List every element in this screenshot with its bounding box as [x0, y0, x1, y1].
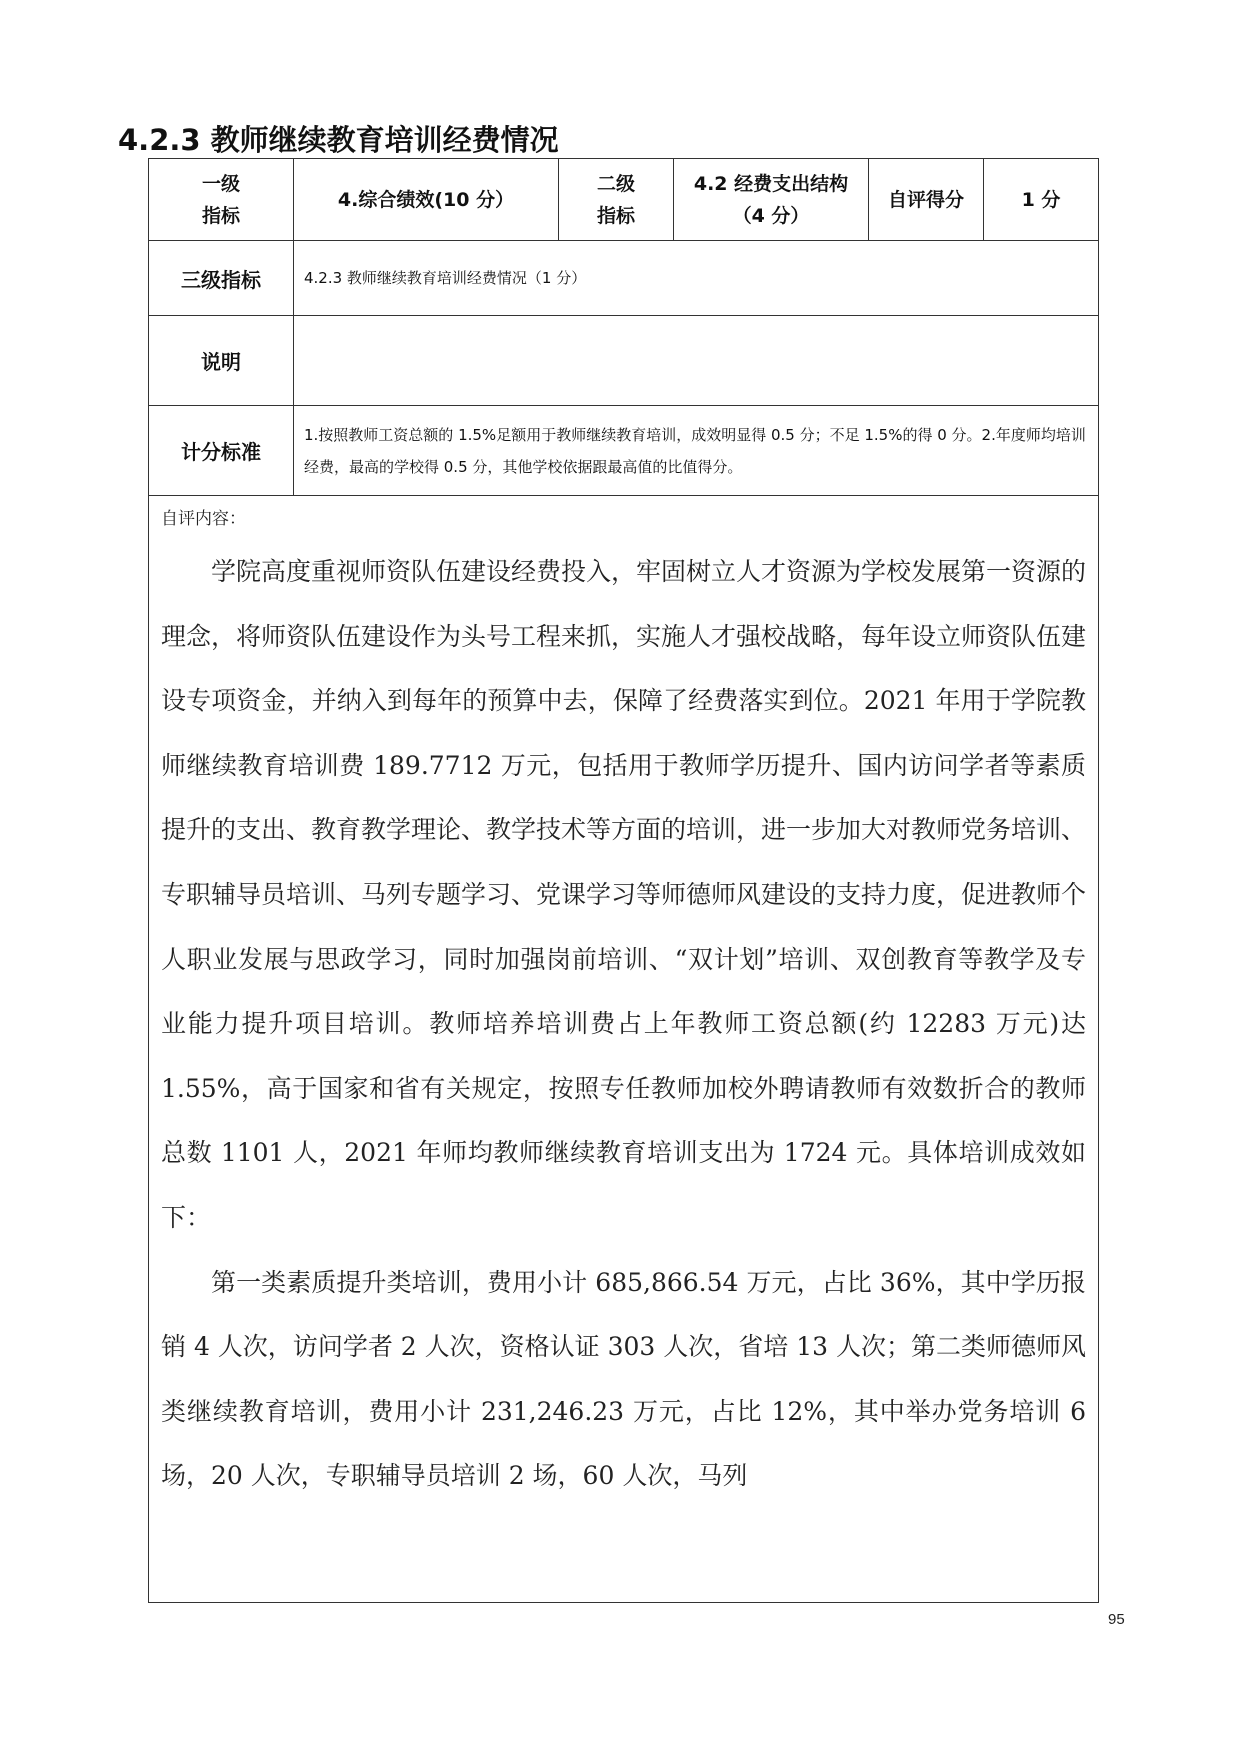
explain-row	[149, 316, 1099, 406]
criteria-label: 计分标准	[149, 406, 294, 496]
explain-value	[294, 316, 1099, 406]
level1-label-cell	[149, 159, 294, 241]
content-row	[149, 496, 1099, 1603]
content-paragraph: 第一类素质提升类培训，费用小计 685,866.54 万元，占比 36%，其中学历报销 4 人次，访问学者 2 人次，资格认证 303 人次，省培 13 人次；第二类师德师风类继续教育培训，费用小计 231,246.23 万元，占比 12%，其中举办党务培训 6 场，20 人次，专职辅导员培训 2 场，60 人次，马列	[161, 1267, 1086, 1491]
header-row	[149, 159, 1099, 241]
content-cell	[149, 496, 1099, 1603]
level2-label-cell	[559, 159, 674, 241]
section-title: 4.2.3 教师继续教育培训经费情况	[118, 123, 559, 157]
content-paragraph: 学院高度重视师资队伍建设经费投入，牢固树立人才资源为学校发展第一资源的理念，将师资队伍建设作为头号工程来抓，实施人才强校战略，每年设立师资队伍建设专项资金，并纳入到每年的预算中去，保障了经费落实到位。2021 年用于学院教师继续教育培训费 189.7712 万元，包括用于教师学历提升、国内访问学者等素质提升的支出、教育教学理论、教学技术等方面的培训，进一步加大对教师党务培训、专职辅导员培训、马列专题学习、党课学习等师德师风建设的支持力度，促进教师个人职业发展与思政学习，同时加强岗前培训、“双计划”培训、双创教育等教学及专业能力提升项目培训。教师培养培训费占上年教师工资总额(约 12283 万元)达 1.55%，高于国家和省有关规定，按照专任教师加校外聘请教师有效数折合的教师总数 1101 人，2021 年师均教师继续教育培训支出为 1724 元。具体培训成效如下：	[161, 557, 1087, 1232]
page-number: 95	[1108, 1611, 1125, 1628]
content-body	[149, 532, 1098, 1509]
level1-label-line2: 指标	[201, 204, 240, 227]
level2-value-line2: （4 分）	[732, 204, 810, 227]
level3-label: 三级指标	[149, 241, 294, 316]
criteria-value: 1.按照教师工资总额的 1.5%足额用于教师继续教育培训，成效明显得 0.5 分；不足 1.5%的得 0 分。2.年度师均培训经费，最高的学校得 0.5 分，其他学校依据跟最高值的比值得分。	[294, 406, 1099, 496]
level2-label-line1: 二级	[596, 172, 635, 195]
level3-value: 4.2.3 教师继续教育培训经费情况（1 分）	[294, 241, 1099, 316]
level1-label-line1: 一级	[201, 172, 240, 195]
level2-value-cell	[674, 159, 869, 241]
explain-label: 说明	[149, 316, 294, 406]
level1-value: 4.综合绩效(10 分）	[294, 159, 559, 241]
level2-label-line2: 指标	[596, 204, 635, 227]
content-label: 自评内容：	[161, 509, 246, 529]
level3-row	[149, 241, 1099, 316]
self-score-label: 自评得分	[869, 159, 984, 241]
self-score-value: 1 分	[984, 159, 1099, 241]
criteria-row	[149, 406, 1099, 496]
level2-value-line1: 4.2 经费支出结构	[693, 172, 849, 195]
evaluation-table	[148, 158, 1099, 1603]
